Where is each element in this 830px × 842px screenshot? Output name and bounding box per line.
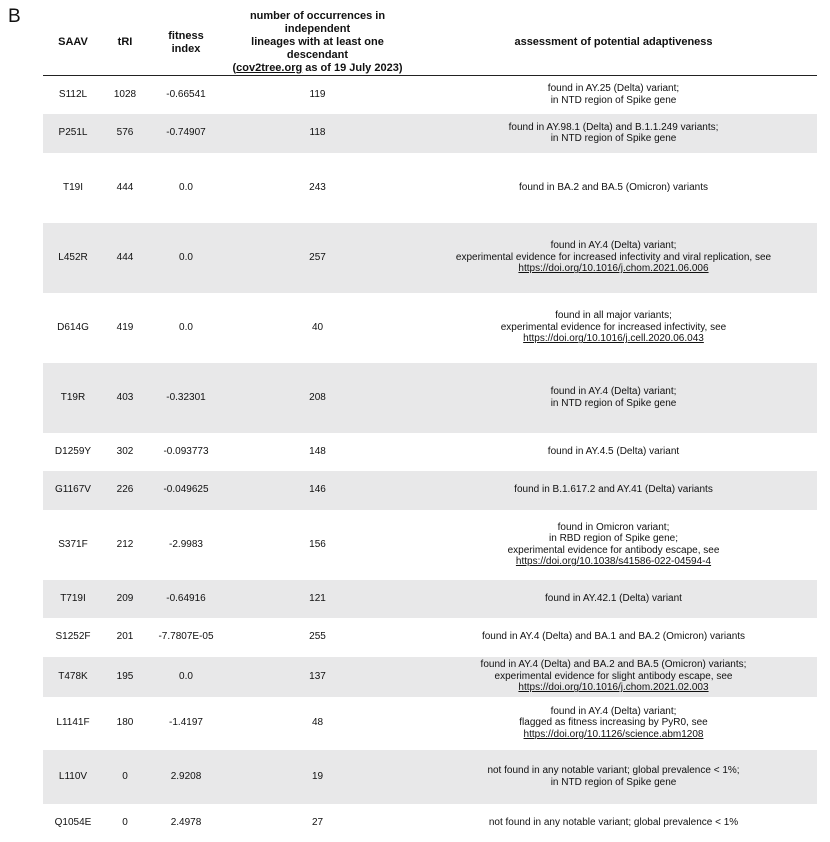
fitness-cell: -1.4197 [169, 717, 203, 729]
saav-cell: L110V [43, 750, 103, 804]
occurrences-cell: 156 [309, 538, 326, 550]
assessment-line: found in B.1.617.2 and AY.41 (Delta) variants [514, 484, 713, 496]
occurrences-cell: 137 [225, 657, 410, 697]
header-fitness-line2: index [171, 42, 201, 55]
doi-link[interactable]: https://doi.org/10.1016/j.chom.2021.06.006 [518, 263, 709, 275]
tri-cell: 403 [103, 363, 147, 433]
table-row [43, 76, 817, 114]
header-occ-before: ( [232, 62, 237, 74]
table-row [43, 293, 817, 363]
fitness-cell: -0.64916 [147, 580, 225, 618]
header-saav: SAAV [58, 36, 88, 48]
tri-cell: 419 [116, 321, 134, 333]
assessment-line: found in AY.4 (Delta) and BA.2 and BA.5 (Omicron) variants; [480, 659, 747, 671]
header-assessment: assessment of potential adaptiveness [514, 36, 713, 48]
table-row [43, 471, 817, 510]
saav-cell: S1252F [55, 631, 91, 643]
assessment-cell [410, 76, 817, 114]
table-row [43, 580, 817, 618]
assessment-cell [410, 697, 817, 750]
occurrences-cell: 40 [311, 321, 324, 333]
assessment-line: experimental evidence for increased infectivity and viral replication, see [455, 251, 772, 263]
assessment-cell [410, 618, 817, 657]
tri-cell: 444 [103, 223, 147, 293]
occurrences-cell: 257 [225, 223, 410, 293]
tri-cell: 212 [116, 538, 134, 550]
fitness-cell: -0.66541 [166, 89, 206, 100]
assessment-line: found in all major variants; [555, 310, 672, 322]
fitness-cell: -7.7807E-05 [158, 631, 214, 643]
table-row [43, 657, 817, 697]
assessment-cell [410, 114, 817, 153]
saav-cell: L452R [43, 223, 103, 293]
assessment-line: found in AY.4 (Delta) variant; [550, 386, 677, 397]
assessment-line: found in AY.42.1 (Delta) variant [545, 592, 682, 604]
tri-cell: 576 [103, 114, 147, 153]
occurrences-cell: 243 [309, 181, 326, 193]
assessment-line: experimental evidence for increased infectivity, see [500, 321, 727, 333]
assessment-cell [410, 804, 817, 842]
panel-label: B [8, 6, 21, 27]
assessment-cell [410, 433, 817, 471]
assessment-line: not found in any notable variant; global prevalence < 1% [488, 816, 739, 828]
occurrences-cell: 118 [225, 114, 410, 153]
assessment-cell [410, 580, 817, 618]
saav-cell: S112L [58, 89, 88, 100]
tri-cell: 302 [116, 445, 134, 457]
saav-cell: S371F [58, 538, 88, 550]
assessment-cell [410, 657, 817, 697]
saav-table [43, 10, 817, 842]
assessment-line: found in AY.4 (Delta) variant; [550, 705, 677, 717]
saav-cell: T19I [62, 181, 83, 193]
assessment-line: found in AY.4.5 (Delta) variant [547, 445, 680, 457]
assessment-line: experimental evidence for antibody escape, see [507, 544, 720, 556]
table-row [43, 363, 817, 433]
assessment-line: in NTD region of Spike gene [550, 776, 677, 788]
cov2tree-link[interactable]: cov2tree.org [236, 62, 303, 74]
saav-cell: P251L [43, 114, 103, 153]
assessment-line: not found in any notable variant; global prevalence < 1%; [487, 765, 740, 776]
table-row [43, 697, 817, 750]
fitness-cell: -2.9983 [169, 538, 203, 550]
assessment-line: found in BA.2 and BA.5 (Omicron) variants [519, 181, 708, 193]
assessment-line: found in AY.4 (Delta) variant; [550, 240, 677, 252]
table-row [43, 750, 817, 804]
occurrences-cell: 19 [225, 750, 410, 804]
occurrences-cell: 27 [311, 816, 324, 828]
occurrences-cell: 121 [225, 580, 410, 618]
table-row [43, 618, 817, 657]
occurrences-cell: 48 [311, 717, 324, 729]
header-occurrences [225, 10, 410, 76]
table-row [43, 433, 817, 471]
saav-cell: D614G [57, 321, 89, 333]
tri-cell: 180 [116, 717, 134, 729]
saav-cell: Q1054E [54, 816, 92, 828]
assessment-cell [410, 510, 817, 580]
assessment-line: flagged as fitness increasing by PyR0, see [519, 717, 708, 729]
fitness-cell: 2.4978 [170, 816, 202, 828]
assessment-line: in NTD region of Spike gene [550, 397, 677, 409]
tri-cell: 226 [103, 471, 147, 510]
fitness-cell: 0.0 [179, 321, 193, 333]
table-row [43, 153, 817, 223]
saav-cell: T719I [43, 580, 103, 618]
fitness-cell: -0.32301 [147, 363, 225, 433]
header-row [43, 10, 817, 76]
assessment-line: found in AY.4 (Delta) and BA.1 and BA.2 (Omicron) variants [481, 631, 746, 643]
occurrences-cell: 255 [309, 631, 326, 643]
assessment-cell [410, 471, 817, 510]
assessment-line: found in AY.25 (Delta) variant; [547, 83, 680, 95]
occurrences-cell: 119 [309, 89, 326, 100]
saav-cell: T19R [43, 363, 103, 433]
saav-cell: G1167V [43, 471, 103, 510]
assessment-line: found in Omicron variant; [557, 521, 670, 533]
fitness-cell: 0.0 [179, 181, 193, 193]
fitness-cell: -0.74907 [147, 114, 225, 153]
fitness-cell: 0.0 [147, 657, 225, 697]
occurrences-cell: 146 [225, 471, 410, 510]
fitness-cell: 0.0 [147, 223, 225, 293]
header-occ-line1: number of occurrences in independent [249, 10, 386, 35]
saav-cell: T478K [43, 657, 103, 697]
header-occ-line2: lineages with at least one descendant [251, 36, 384, 61]
assessment-line: found in AY.98.1 (Delta) and B.1.1.249 variants; [508, 121, 719, 133]
assessment-cell [410, 153, 817, 223]
fitness-cell: -0.093773 [163, 445, 209, 457]
occurrences-cell: 148 [309, 445, 326, 457]
assessment-cell [410, 750, 817, 804]
fitness-cell: 2.9208 [147, 750, 225, 804]
tri-cell: 1028 [113, 89, 137, 100]
assessment-line: in RBD region of Spike gene; [549, 533, 678, 544]
doi-link[interactable]: https://doi.org/10.1038/s41586-022-04594-4 [515, 556, 712, 567]
header-occ-after: as of 19 July 2023) [302, 62, 403, 74]
assessment-line: in NTD region of Spike gene [550, 94, 677, 106]
assessment-line: experimental evidence for slight antibody escape, see [494, 670, 733, 682]
saav-cell: L1141F [56, 717, 90, 729]
doi-link[interactable]: https://doi.org/10.1126/science.abm1208 [523, 728, 704, 740]
tri-cell: 0 [122, 816, 128, 828]
tri-cell: 0 [103, 750, 147, 804]
assessment-cell [410, 223, 817, 293]
saav-cell: D1259Y [54, 445, 92, 457]
table-row [43, 114, 817, 153]
tri-cell: 444 [116, 181, 134, 193]
occurrences-cell: 208 [225, 363, 410, 433]
table-row [43, 804, 817, 842]
tri-cell: 209 [103, 580, 147, 618]
doi-link[interactable]: https://doi.org/10.1016/j.chom.2021.02.003 [518, 682, 709, 694]
doi-link[interactable]: https://doi.org/10.1016/j.cell.2020.06.043 [523, 333, 704, 345]
tri-cell: 195 [103, 657, 147, 697]
tri-cell: 201 [116, 631, 134, 643]
assessment-line: in NTD region of Spike gene [550, 133, 677, 144]
assessment-cell [410, 293, 817, 363]
table-row [43, 223, 817, 293]
assessment-cell [410, 363, 817, 433]
header-tri: tRI [117, 36, 133, 48]
fitness-cell: -0.049625 [147, 471, 225, 510]
table-row [43, 510, 817, 580]
header-fitness-line1: fitness [168, 29, 204, 42]
header-fitness [147, 10, 225, 76]
